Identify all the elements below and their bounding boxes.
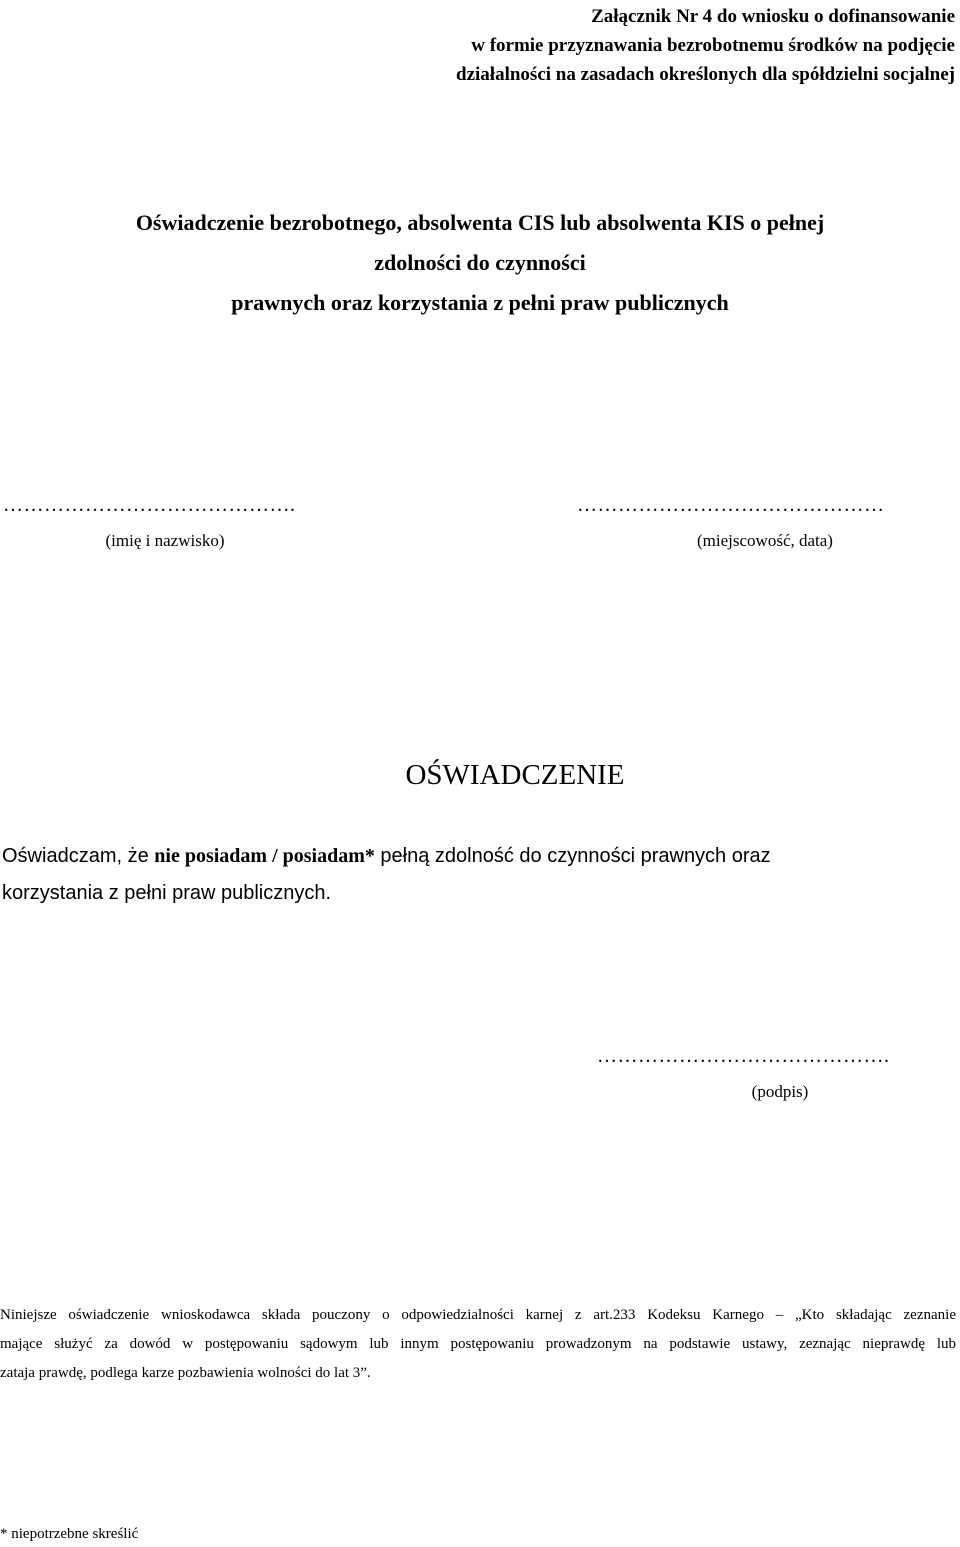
declaration-line-2: korzystania z pełni praw publicznych. [2,882,332,904]
declaration-text-start: Oświadczam, że [2,845,155,867]
title-line-2: zdolności do czynności [374,250,586,275]
title-line-3: prawnych oraz korzystania z pełni praw publicznych [231,290,729,315]
place-date-field-dots: ……………………………………… [577,494,885,516]
footnote: * niepotrzebne skreślić [0,1526,139,1542]
declaration-line-1 [2,838,952,875]
signature-label: (podpis) [751,1082,809,1101]
notice-line-2: mające służyć za dowód w postępowaniu sądowym lub innym postępowaniu prowadzonym na podstawie ustawy, zeznając nieprawdę lub [0,1336,956,1352]
document-title [0,203,960,323]
legal-notice [0,1301,956,1388]
name-field-label: (imię i nazwisko) [105,531,225,550]
notice-line-1: Niniejsze oświadczenie wnioskodawca składa pouczony o odpowiedzialności karnej z art.233 Kodeksu Karnego – „Kto składając zeznanie [0,1307,956,1323]
annex-line-3: działalności na zasadach określonych dla spółdzielni socjalnej [456,64,955,85]
name-field-dots: ……………………………………. [3,494,296,516]
notice-line-3: zataja prawdę, podlega karze pozbawienia wolności do lat 3”. [0,1365,371,1381]
signature-dots: ……………………………………. [597,1045,890,1067]
annex-line-1: Załącznik Nr 4 do wniosku o dofinansowanie [591,6,955,27]
declaration-body [2,838,952,912]
annex-line-2: w formie przyznawania bezrobotnemu środków na podjęcie [471,35,955,56]
declaration-heading: OŚWIADCZENIE [405,759,625,791]
place-date-field-label: (miejscowość, data) [697,531,833,550]
declaration-text-end: pełną zdolność do czynności prawnych oraz [374,845,771,867]
title-line-1: Oświadczenie bezrobotnego, absolwenta CIS lub absolwenta KIS o pełnej [135,210,825,235]
annex-header [255,2,955,89]
declaration-option-text: nie posiadam / posiadam* [154,845,375,867]
